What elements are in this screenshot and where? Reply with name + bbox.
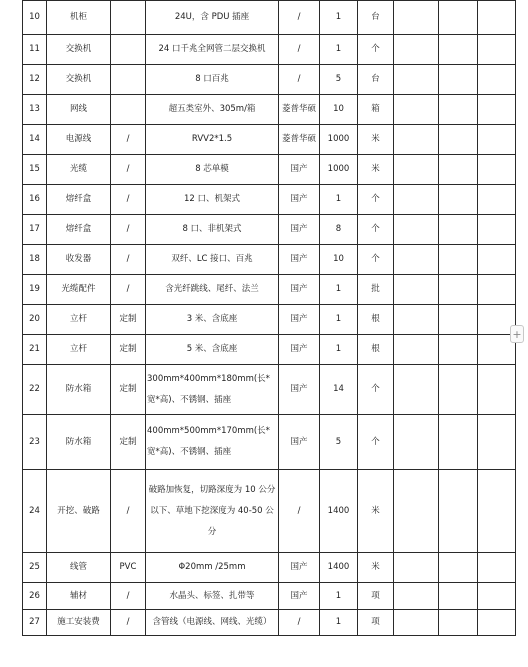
item-quantity: 10 [320, 245, 358, 275]
item-name: 辅材 [47, 583, 111, 610]
item-spec: / [111, 125, 146, 155]
row-number: 12 [23, 65, 47, 95]
item-brand: / [279, 610, 320, 636]
item-unit: 台 [358, 65, 394, 95]
empty-cell [439, 553, 478, 583]
item-brand: 国产 [279, 275, 320, 305]
item-spec: / [111, 275, 146, 305]
row-number: 19 [23, 275, 47, 305]
item-unit: 根 [358, 335, 394, 365]
row-number: 22 [23, 365, 47, 415]
item-unit: 个 [358, 245, 394, 275]
item-unit: 米 [358, 470, 394, 553]
empty-cell [478, 365, 516, 415]
row-number: 27 [23, 610, 47, 636]
item-brand: 国产 [279, 215, 320, 245]
row-number: 20 [23, 305, 47, 335]
item-description: 8 口、非机架式 [146, 215, 279, 245]
item-quantity: 1000 [320, 155, 358, 185]
empty-cell [478, 470, 516, 553]
item-quantity: 1 [320, 335, 358, 365]
item-unit: 个 [358, 185, 394, 215]
equipment-list-table [22, 0, 516, 636]
item-spec: 定制 [111, 365, 146, 415]
item-quantity: 10 [320, 95, 358, 125]
item-spec: / [111, 215, 146, 245]
empty-cell [439, 470, 478, 553]
row-number: 10 [23, 1, 47, 35]
empty-cell [439, 335, 478, 365]
item-description: 3 米、含底座 [146, 305, 279, 335]
item-spec: 定制 [111, 415, 146, 470]
row-number: 16 [23, 185, 47, 215]
item-brand: 国产 [279, 245, 320, 275]
row-number: 26 [23, 583, 47, 610]
table-row [23, 275, 516, 305]
table-row [23, 65, 516, 95]
empty-cell [394, 245, 439, 275]
item-name: 线管 [47, 553, 111, 583]
table-row [23, 185, 516, 215]
item-unit: 米 [358, 553, 394, 583]
table-row [23, 365, 516, 415]
empty-cell [478, 275, 516, 305]
empty-cell [394, 305, 439, 335]
table-row [23, 553, 516, 583]
empty-cell [439, 1, 478, 35]
empty-cell [394, 275, 439, 305]
empty-cell [439, 185, 478, 215]
table-row [23, 155, 516, 185]
empty-cell [478, 95, 516, 125]
item-description: 双纤、LC 接口、百兆 [146, 245, 279, 275]
item-description: 24U，含 PDU 插座 [146, 1, 279, 35]
empty-cell [394, 65, 439, 95]
table-row [23, 610, 516, 636]
item-brand: 菱普华硕 [279, 95, 320, 125]
item-name: 交换机 [47, 35, 111, 65]
item-unit: 箱 [358, 95, 394, 125]
expand-handle-button[interactable]: + [510, 325, 524, 343]
item-quantity: 8 [320, 215, 358, 245]
item-quantity: 1 [320, 583, 358, 610]
table-row [23, 335, 516, 365]
item-name: 立杆 [47, 305, 111, 335]
empty-cell [439, 95, 478, 125]
item-brand: / [279, 1, 320, 35]
empty-cell [439, 365, 478, 415]
row-number: 15 [23, 155, 47, 185]
item-brand: 国产 [279, 185, 320, 215]
item-name: 电源线 [47, 125, 111, 155]
item-name: 防水箱 [47, 415, 111, 470]
item-name: 机柜 [47, 1, 111, 35]
empty-cell [478, 610, 516, 636]
empty-cell [394, 215, 439, 245]
item-description: 12 口、机架式 [146, 185, 279, 215]
item-spec: / [111, 610, 146, 636]
row-number: 13 [23, 95, 47, 125]
item-unit: 根 [358, 305, 394, 335]
item-unit: 台 [358, 1, 394, 35]
empty-cell [394, 415, 439, 470]
item-spec [111, 95, 146, 125]
item-description: 300mm*400mm*180mm(长*宽*高)、不锈钢、插座 [146, 365, 279, 415]
item-brand: 菱普华硕 [279, 125, 320, 155]
item-spec: / [111, 245, 146, 275]
item-description: 8 芯单模 [146, 155, 279, 185]
empty-cell [439, 415, 478, 470]
row-number: 11 [23, 35, 47, 65]
empty-cell [394, 335, 439, 365]
item-quantity: 1 [320, 305, 358, 335]
empty-cell [394, 95, 439, 125]
empty-cell [394, 155, 439, 185]
empty-cell [394, 1, 439, 35]
item-description: 水晶头、标签、扎带等 [146, 583, 279, 610]
empty-cell [478, 415, 516, 470]
empty-cell [439, 583, 478, 610]
item-name: 防水箱 [47, 365, 111, 415]
item-unit: 项 [358, 610, 394, 636]
item-name: 收发器 [47, 245, 111, 275]
item-quantity: 1400 [320, 553, 358, 583]
item-spec: PVC [111, 553, 146, 583]
item-unit: 个 [358, 35, 394, 65]
empty-cell [439, 155, 478, 185]
empty-cell [478, 583, 516, 610]
table-row [23, 215, 516, 245]
table-row [23, 245, 516, 275]
item-brand: / [279, 65, 320, 95]
table-row [23, 95, 516, 125]
row-number: 14 [23, 125, 47, 155]
empty-cell [478, 35, 516, 65]
item-quantity: 1 [320, 35, 358, 65]
item-quantity: 1400 [320, 470, 358, 553]
empty-cell [394, 583, 439, 610]
item-quantity: 1000 [320, 125, 358, 155]
item-brand: 国产 [279, 415, 320, 470]
item-unit: 批 [358, 275, 394, 305]
item-description: 24 口千兆全网管二层交换机 [146, 35, 279, 65]
table-row [23, 35, 516, 65]
item-spec [111, 65, 146, 95]
item-description: 破路加恢复，切路深度为 10 公分以下、草地下挖深度为 40-50 公分 [146, 470, 279, 553]
item-description: 含管线（电源线、网线、光缆） [146, 610, 279, 636]
item-brand: / [279, 470, 320, 553]
item-name: 光缆配件 [47, 275, 111, 305]
empty-cell [439, 275, 478, 305]
row-number: 21 [23, 335, 47, 365]
item-name: 网线 [47, 95, 111, 125]
item-description: 5 米、含底座 [146, 335, 279, 365]
empty-cell [478, 245, 516, 275]
item-quantity: 14 [320, 365, 358, 415]
empty-cell [439, 125, 478, 155]
table-row [23, 305, 516, 335]
item-spec: / [111, 470, 146, 553]
item-spec [111, 35, 146, 65]
empty-cell [439, 65, 478, 95]
item-unit: 项 [358, 583, 394, 610]
item-quantity: 1 [320, 275, 358, 305]
item-brand: 国产 [279, 335, 320, 365]
row-number: 18 [23, 245, 47, 275]
empty-cell [394, 185, 439, 215]
item-quantity: 5 [320, 65, 358, 95]
empty-cell [439, 245, 478, 275]
item-name: 熔纤盒 [47, 215, 111, 245]
item-spec: / [111, 583, 146, 610]
row-number: 25 [23, 553, 47, 583]
empty-cell [478, 553, 516, 583]
item-brand: 国产 [279, 553, 320, 583]
empty-cell [478, 185, 516, 215]
item-name: 交换机 [47, 65, 111, 95]
table-row [23, 583, 516, 610]
item-unit: 个 [358, 365, 394, 415]
item-brand: 国产 [279, 155, 320, 185]
item-description: Φ20mm /25mm [146, 553, 279, 583]
item-spec: / [111, 155, 146, 185]
empty-cell [478, 1, 516, 35]
row-number: 23 [23, 415, 47, 470]
item-spec: 定制 [111, 335, 146, 365]
item-description: 含光纤跳线、尾纤、法兰 [146, 275, 279, 305]
item-unit: 米 [358, 125, 394, 155]
empty-cell [394, 470, 439, 553]
item-quantity: 1 [320, 1, 358, 35]
row-number: 24 [23, 470, 47, 553]
empty-cell [394, 365, 439, 415]
table-row [23, 1, 516, 35]
item-description: 400mm*500mm*170mm(长*宽*高)、不锈钢、插座 [146, 415, 279, 470]
item-description: 8 口百兆 [146, 65, 279, 95]
item-description: 超五类室外、305m/箱 [146, 95, 279, 125]
empty-cell [478, 215, 516, 245]
empty-cell [439, 305, 478, 335]
empty-cell [478, 155, 516, 185]
item-name: 熔纤盒 [47, 185, 111, 215]
item-spec: 定制 [111, 305, 146, 335]
item-name: 光缆 [47, 155, 111, 185]
item-brand: 国产 [279, 305, 320, 335]
item-unit: 个 [358, 415, 394, 470]
empty-cell [394, 125, 439, 155]
item-name: 立杆 [47, 335, 111, 365]
table-row [23, 415, 516, 470]
empty-cell [478, 125, 516, 155]
item-description: RVV2*1.5 [146, 125, 279, 155]
table-row [23, 470, 516, 553]
row-number: 17 [23, 215, 47, 245]
item-unit: 个 [358, 215, 394, 245]
table-body [23, 1, 516, 636]
empty-cell [439, 610, 478, 636]
item-spec: / [111, 185, 146, 215]
item-quantity: 1 [320, 610, 358, 636]
item-quantity: 5 [320, 415, 358, 470]
item-name: 开挖、破路 [47, 470, 111, 553]
item-unit: 米 [358, 155, 394, 185]
item-brand: 国产 [279, 583, 320, 610]
item-brand: 国产 [279, 365, 320, 415]
item-brand: / [279, 35, 320, 65]
empty-cell [439, 35, 478, 65]
item-spec [111, 1, 146, 35]
empty-cell [394, 35, 439, 65]
empty-cell [478, 65, 516, 95]
table-row [23, 125, 516, 155]
item-quantity: 1 [320, 185, 358, 215]
empty-cell [439, 215, 478, 245]
item-name: 施工安装费 [47, 610, 111, 636]
empty-cell [394, 553, 439, 583]
empty-cell [394, 610, 439, 636]
